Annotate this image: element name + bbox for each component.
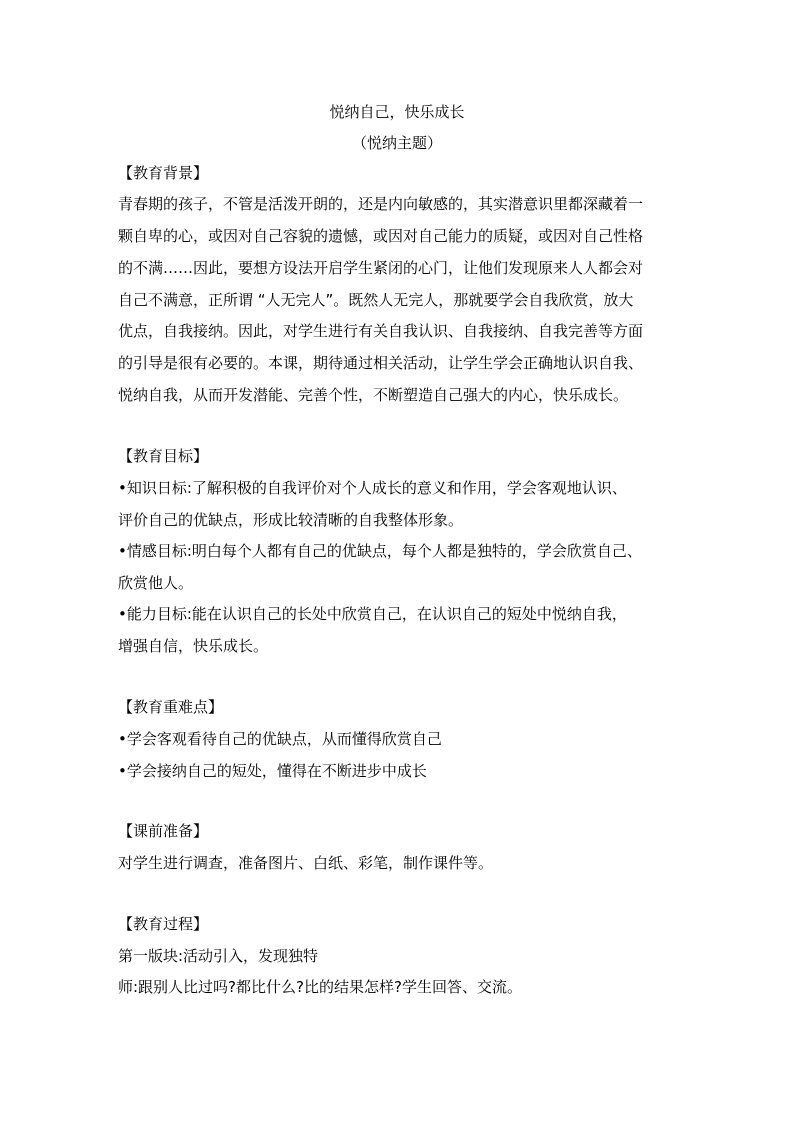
goal-line: •能力目标:能在认识自己的长处中欣赏自己，在认识自己的短处中悦纳自我， xyxy=(118,605,627,623)
paragraph-line: 优点，自我接纳。因此，对学生进行有关自我认识、自我接纳、自我完善等方面 xyxy=(118,322,644,340)
paragraph-line: 的引导是很有必要的。本课，期待通过相关活动，让学生学会正确地认识自我、 xyxy=(118,354,644,372)
goal-line: 欣赏他人。 xyxy=(118,574,194,592)
key-point-item: •学会接纳自己的短处，懂得在不断进步中成长 xyxy=(118,762,427,780)
paragraph-line: 悦纳自我，从而开发潜能、完善个性，不断塑造自己强大的内心，快乐成长。 xyxy=(118,386,629,404)
section-heading-key-points: 【教育重难点】 xyxy=(118,698,224,716)
preparation-line: 对学生进行调查，准备图片、白纸、彩笔，制作课件等。 xyxy=(118,854,494,872)
process-line: 第一版块:活动引入，发现独特 xyxy=(118,947,319,965)
paragraph-line: 自己不满意，正所谓 “人无完人”。既然人无完人，那就要学会自我欣赏，放大 xyxy=(118,291,634,309)
goal-line: 评价自己的优缺点，形成比较清晰的自我整体形象。 xyxy=(118,511,464,529)
section-heading-background: 【教育背景】 xyxy=(118,164,209,182)
section-heading-process: 【教育过程】 xyxy=(118,915,209,933)
paragraph-line: 青春期的孩子，不管是活泼开朗的，还是内向敏感的，其实潜意识里都深藏着一 xyxy=(118,195,644,213)
paragraph-line: 的不满……因此，要想方设法开启学生紧闭的心门，让他们发现原来人人都会对 xyxy=(118,259,644,277)
section-heading-preparation: 【课前准备】 xyxy=(118,822,209,840)
goal-line: 增强自信，快乐成长。 xyxy=(118,637,269,655)
goal-line: •知识日标:了解积极的自我评价对个人成长的意义和作用，学会客观地认识、 xyxy=(118,479,627,497)
goal-line: •情感目标:明白每个人都有自己的优缺点，每个人都是独特的，学会欣赏自己、 xyxy=(118,542,642,560)
document-title: 悦纳自己，快乐成长 xyxy=(329,103,465,121)
document-subtitle: （悦纳主题） xyxy=(351,134,442,152)
section-heading-goals: 【教育目标】 xyxy=(118,447,209,465)
paragraph-line: 颗自卑的心，或因对自己容貌的遗憾，或因对自己能力的质疑，或因对自己性格 xyxy=(118,227,644,245)
key-point-item: •学会客观看待自己的优缺点，从而懂得欣赏自己 xyxy=(118,730,442,748)
process-line: 师:跟别人比过吗?都比什么?比的结果怎样?学生回答、交流。 xyxy=(118,978,522,996)
